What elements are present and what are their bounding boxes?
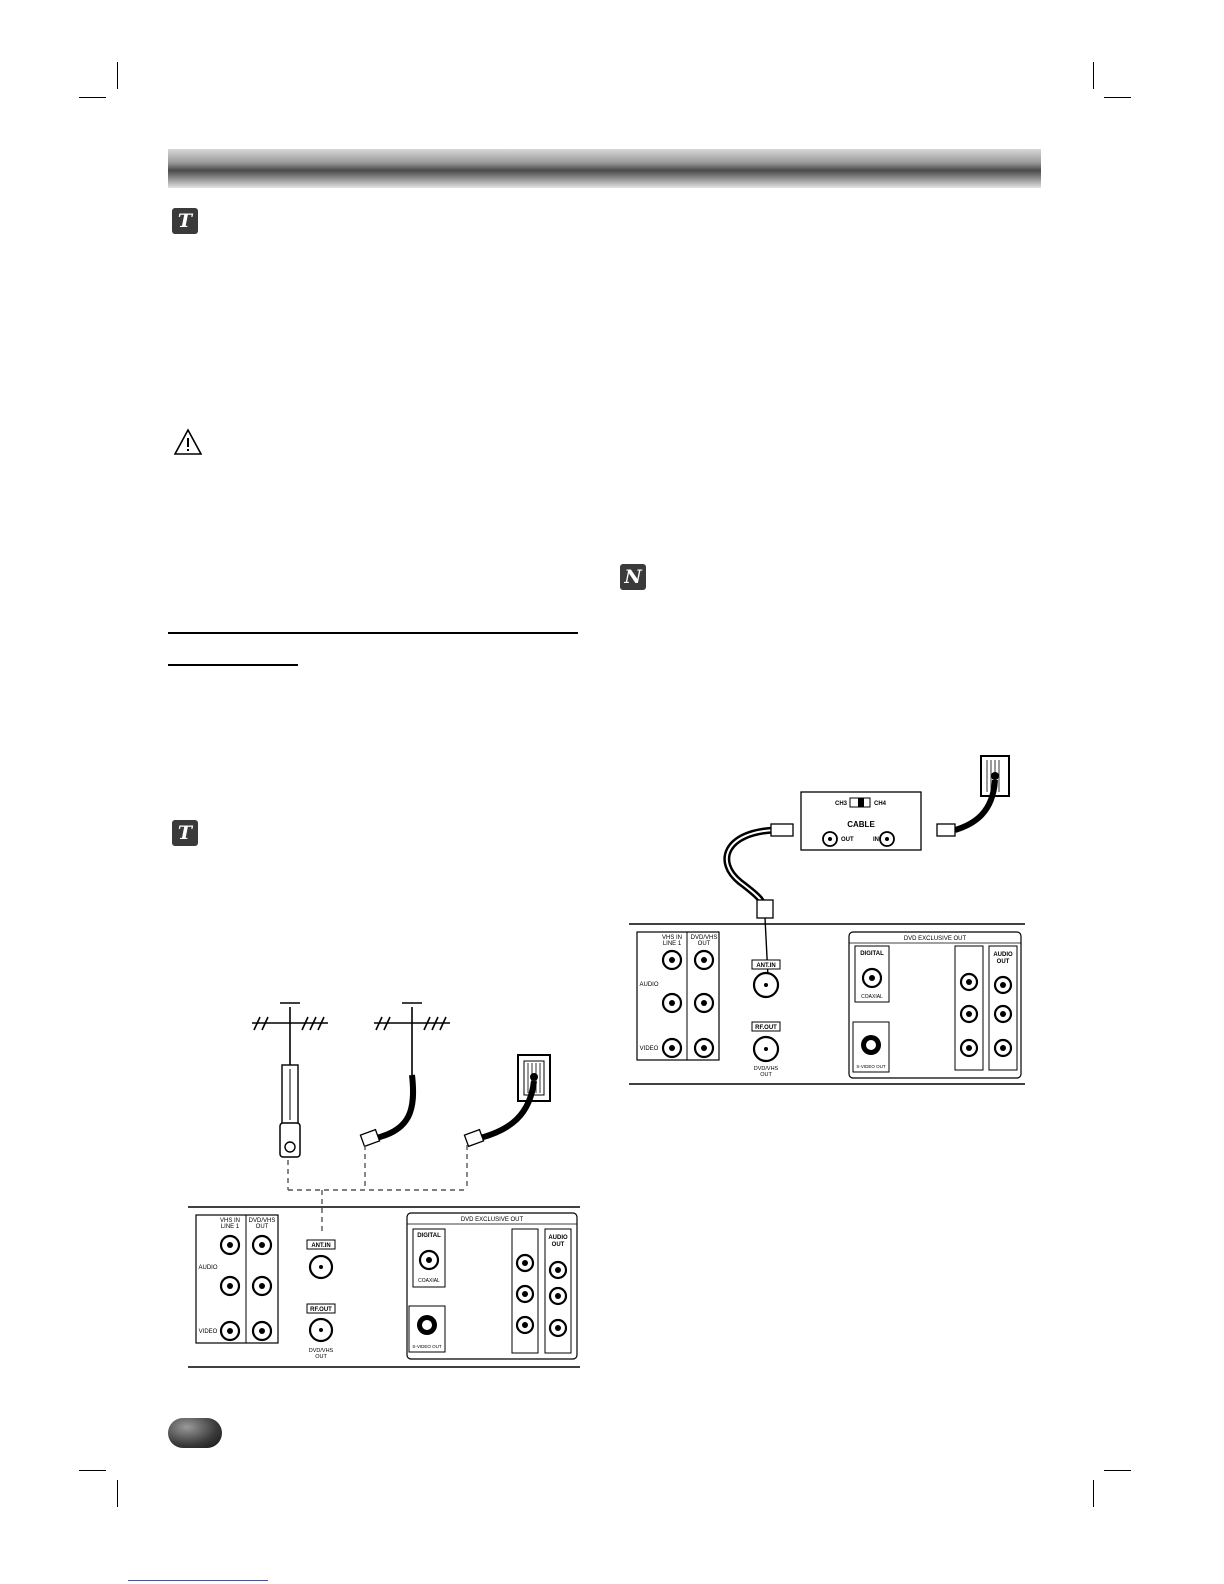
svg-text:IN: IN [873, 837, 879, 843]
svg-text:CH3: CH3 [834, 801, 847, 807]
tip-icon: T [172, 820, 198, 846]
svg-text:S-VIDEO OUT: S-VIDEO OUT [856, 1064, 886, 1069]
svg-text:VIDEO: VIDEO [639, 1046, 659, 1052]
section-underline [168, 664, 298, 666]
svg-text:DIGITAL: DIGITAL [417, 1233, 441, 1239]
svg-text:OUT: OUT [841, 837, 854, 843]
cable-box-connection-diagram [625, 752, 1030, 1092]
svg-text:VHS INLINE 1: VHS IN LINE 1 [661, 935, 683, 947]
crop-mark [117, 62, 118, 89]
svg-text:COAXIAL: COAXIAL [418, 1278, 440, 1284]
section-header-bar [168, 149, 1041, 188]
svg-text:DVD/VHSOUT: DVD/VHS OUT [248, 1218, 276, 1230]
svg-text:CH4: CH4 [874, 801, 887, 807]
svg-text:AUDIOOUT: AUDIO OUT [548, 1235, 568, 1248]
footer-link[interactable] [128, 1580, 268, 1581]
svg-text:AUDIOOUT: AUDIO OUT [993, 952, 1013, 965]
crop-mark [1104, 97, 1131, 98]
antenna-connection-diagram [180, 995, 585, 1375]
svg-text:S-VIDEO OUT: S-VIDEO OUT [412, 1344, 442, 1349]
svg-text:DVD/VHSOUT: DVD/VHS OUT [690, 935, 718, 947]
svg-text:VIDEO: VIDEO [198, 1329, 218, 1335]
crop-mark [1093, 1480, 1094, 1507]
svg-text:DVD/VHSOUT: DVD/VHS OUT [308, 1348, 334, 1360]
crop-mark [117, 1480, 118, 1507]
svg-text:DVD/VHSOUT: DVD/VHS OUT [753, 1066, 779, 1078]
svg-text:CABLE: CABLE [847, 820, 875, 829]
vhs-in-label: VHS IN LINE 1 [219, 1218, 241, 1230]
svg-text:COAXIAL: COAXIAL [861, 994, 883, 1000]
svg-text:ANT.IN: ANT.IN [756, 963, 776, 969]
antenna-icon [252, 1003, 328, 1065]
crop-mark [1104, 1470, 1131, 1471]
crop-mark [79, 97, 106, 98]
svg-text:AUDIO: AUDIO [639, 982, 659, 988]
note-icon: N [620, 564, 646, 590]
svg-text:ANT.IN: ANT.IN [311, 1243, 331, 1249]
svg-text:RF.OUT: RF.OUT [310, 1307, 332, 1313]
svg-text:DVD EXCLUSIVE OUT: DVD EXCLUSIVE OUT [460, 1217, 524, 1223]
svg-text:DVD EXCLUSIVE OUT: DVD EXCLUSIVE OUT [903, 936, 967, 942]
crop-mark [1093, 62, 1094, 89]
svg-text:RF.OUT: RF.OUT [755, 1025, 777, 1031]
crop-mark [79, 1470, 106, 1471]
svg-text:DIGITAL: DIGITAL [860, 951, 884, 957]
coax-cable [376, 1075, 413, 1138]
page-number-tab [168, 1418, 222, 1448]
svg-text:AUDIO: AUDIO [198, 1265, 218, 1271]
tip-icon: T [172, 208, 198, 234]
caution-icon [174, 428, 202, 456]
section-underline [168, 632, 578, 634]
